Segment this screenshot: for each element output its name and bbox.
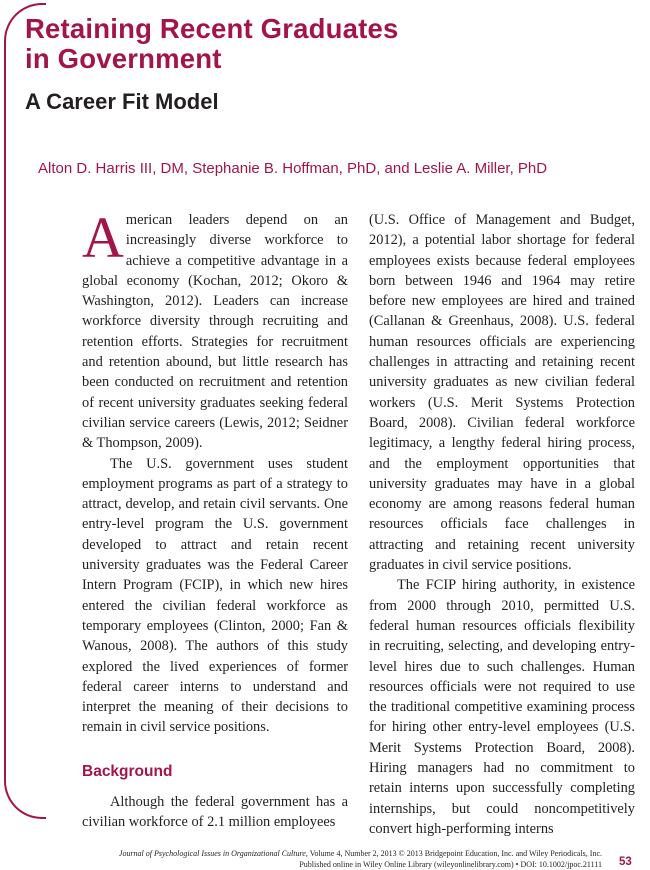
title-line-2: in Government: [25, 43, 222, 74]
page-frame-bracket: [4, 3, 46, 819]
title-line-1: Retaining Recent Graduates: [25, 13, 399, 44]
article-title: [25, 14, 398, 74]
footer-journal-name: Journal of Psychological Issues in Organizational Culture: [118, 849, 306, 858]
paragraph-fcip-authority: The FCIP hiring authority, in existence from 2000 through 2010, permitted U.S. federal human resources officials flexibility in recruiting, selecting, and developing entry-level hires due to such challenges. Human resources officials were not required to use the traditional competitive examining process for hiring other entry-level employees (U.S. Merit Systems Protection Board, 2008). Hiring managers had no commitment to retain interns upon successfully completing internships, but could noncompetitively convert high-performing interns: [369, 577, 635, 837]
paragraph-background: Although the federal government has a civilian workforce of 2.1 million employees: [82, 794, 348, 831]
page-number: 53: [619, 856, 632, 868]
paragraph-intro-text: merican leaders depend on an increasingly diverse workforce to achieve a competitive advantage in a global economy (Kochan, 2012; Okoro & Washington, 2012). Leaders can increase workforce diversity through recruiting and retention efforts. Strategies for recruitment and retention abound, but little research has been conducted on recruitment and retention of recent university graduates seeking federal civilian service careers (Lewis, 2012; Seidner & Thompson, 2009).: [82, 212, 348, 452]
drop-cap: A: [82, 205, 124, 270]
paragraph-fcip-intro: The U.S. government uses student employment programs as part of a strategy to attract, develop, and retain civil servants. One entry-level program the U.S. government developed to attract and retain recent university graduates was the Federal Career Intern Program (FCIP), in which new hires entered the civilian federal workforce as temporary employees (Clinton, 2000; Fan & Wanous, 2008). The authors of this study explored the lived experiences of former federal career interns to understand and interpret the meaning of their decisions to remain in civil service positions.: [82, 455, 348, 736]
author-list: Alton D. Harris III, DM, Stephanie B. Hoffman, PhD, and Leslie A. Miller, PhD: [38, 160, 548, 177]
article-subtitle: A Career Fit Model: [25, 89, 219, 114]
paragraph-intro: [82, 205, 348, 454]
page-footer: [119, 849, 602, 870]
footer-citation: , Volume 4, Number 2, 2013 © 2013 Bridgepoint Education, Inc. and Wiley Periodicals, Inc.: [305, 849, 602, 858]
paragraph-labor-shortage: (U.S. Office of Management and Budget, 2012), a potential labor shortage for federal employees exists because federal employees born between 1946 and 1964 may retire before new employees are hired and trained (Callanan & Greenhaus, 2008). U.S. federal human resources officials are experiencing challenges in attracting and retaining recent university graduates as new civilian federal workers (U.S. Merit Systems Protection Board, 2008). Civilian federal workforce legitimacy, a lengthy federal hiring process, and the employment opportunities that university graduates may have in a global economy are among reasons federal human resources officials face challenges in attracting and retaining recent university graduates in civil service positions.: [369, 212, 635, 574]
column-right: [369, 210, 635, 839]
column-left: [82, 205, 348, 833]
footer-citation-line: [119, 849, 602, 860]
footer-published-line: Published online in Wiley Online Library (wileyonlinelibrary.com) • DOI: 10.1002/jpoc.21111: [299, 859, 602, 869]
section-heading-background: Background: [82, 762, 173, 780]
